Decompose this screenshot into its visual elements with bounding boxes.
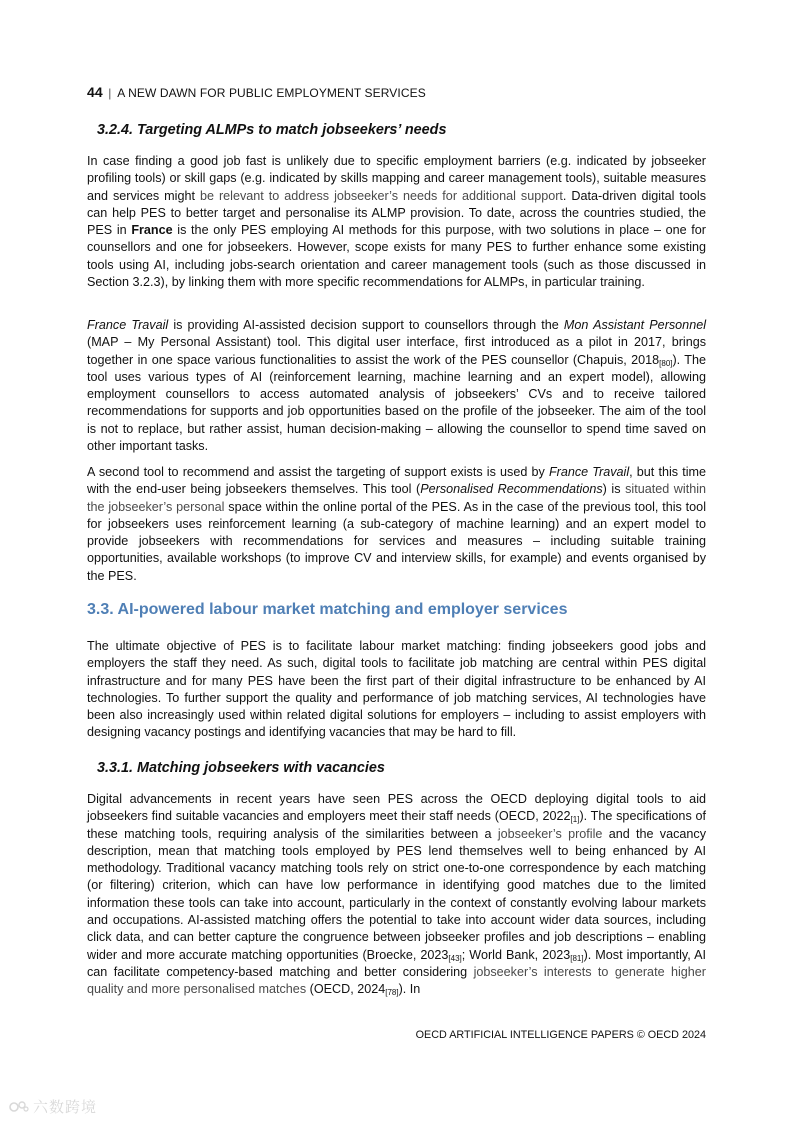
watermark-text: 六数跨境 xyxy=(33,1099,98,1116)
paragraph-3-2-4-1: In case finding a good job fast is unlikely due to specific employment barriers (e.g. indicated by jobseeker profiling tools) or skill gaps (e.g. indicated by skills mapping and career management tools), suitable measures and services might be relevant to address jobseeker’s needs for additional support. Data-driven digital tools can help PES to better target and personalise its ALMP provision. To date, across the countries studied, the PES in France is the only PES employing AI methods for this purpose, with two solutions in place – one for counsellors and one for jobseekers. However, scope exists for many PES to further enhance some existing tools using AI, including jobs-search orientation and career management tools (such as those discussed in Section 3.2.3), by linking them with more specific recommendations for ALMPs, in particular training. xyxy=(87,154,707,290)
heading-3-3-1: 3.3.1. Matching jobseekers with vacancies xyxy=(97,760,385,776)
page-footer: OECD ARTIFICIAL INTELLIGENCE PAPERS © OECD 2024 xyxy=(415,1029,706,1041)
watermark-logo-icon xyxy=(9,1100,29,1114)
heading-3-3: 3.3. AI-powered labour market matching and employer services xyxy=(87,601,568,618)
running-header xyxy=(87,84,426,100)
header-separator: | xyxy=(108,86,112,100)
page-number: 44 xyxy=(87,84,103,100)
paragraph-3-3-1-1: Digital advancements in recent years have seen PES across the OECD deploying digital tools to aid jobseekers find suitable vacancies and employers meet their staff needs (OECD, $2022_{[1]}$). The specifications of these matching tools, requiring analysis of the similarities between a jobseeker’s profile and the vacancy description, mean that matching tools employed by PES lend themselves well to being enhanced by AI methodology. Traditional vacancy matching tools rely on strict one-to-one correspondence by each matching (or filtering) criterion, which can have low performance in identifying good matches due to the limited information these tools can take into account, particularly in the context of constantly evolving labour markets and occupations. AI-assisted matching offers the potential to take into account wider data sources, including click data, and can better capture the congruence between jobseeker profiles and job descriptions – enabling wider and more accurate matching opportunities (Broecke, $2023_{[43]}$; World Bank, $2023_{[81]}$). Most importantly, AI can facilitate competency-based matching and better considering jobseeker’s interests to generate higher quality and more personalised matches (OECD, $2024_{[78]}$). In xyxy=(87,792,707,998)
watermark xyxy=(9,1096,97,1117)
running-title: A NEW DAWN FOR PUBLIC EMPLOYMENT SERVICES xyxy=(117,86,426,100)
heading-3-2-4: 3.2.4. Targeting ALMPs to match jobseekers’ needs xyxy=(97,122,447,138)
paragraph-3-3-1: The ultimate objective of PES is to facilitate labour market matching: finding jobseekers good jobs and employers the staff they need. As such, digital tools to facilitate job matching are central within PES digital infrastructure and for many PES have been the first part of their digital infrastructure to be enhanced by AI technologies. To further support the quality and performance of job matching services, AI technologies have been also increasingly used within related digital solutions for employers – including to assist employers with designing vacancy postings and identifying vacancies that may be hard to fill. xyxy=(87,639,706,740)
paragraph-3-2-4-3: A second tool to recommend and assist the targeting of support exists is used by France Travail, but this time with the end-user being jobseekers themselves. This tool (Personalised Recommendations) is situated within the jobseeker’s personal space within the online portal of the PES. As in the case of the previous tool, this tool for jobseekers uses reinforcement learning (a sub-category of machine learning) and an expert model to provide jobseekers with recommendations for services and measures – including suitable training opportunities, available workshops (to improve CV and interview skills, for example) and events organised by the PES. xyxy=(87,465,706,583)
paragraph-3-2-4-2: France Travail is providing AI-assisted decision support to counsellors through the Mon Assistant Personnel (MAP – My Personal Assistant) tool. This digital user interface, first introduced as a pilot in 2017, brings together in one space various functionalities to assist the work of the PES counsellor (Chapuis, $2018_{[80]}$). The tool uses various types of AI (reinforcement learning, machine learning and an expert model), allowing employment counsellors to access automated analysis of jobseekers’ CVs and to receive tailored recommendations for supports and job opportunities based on the profile of the jobseeker. The aim of the tool is not to replace, but rather assist, human decision-making – allowing the counsellor to spend time saved on other important tasks. xyxy=(87,318,707,454)
